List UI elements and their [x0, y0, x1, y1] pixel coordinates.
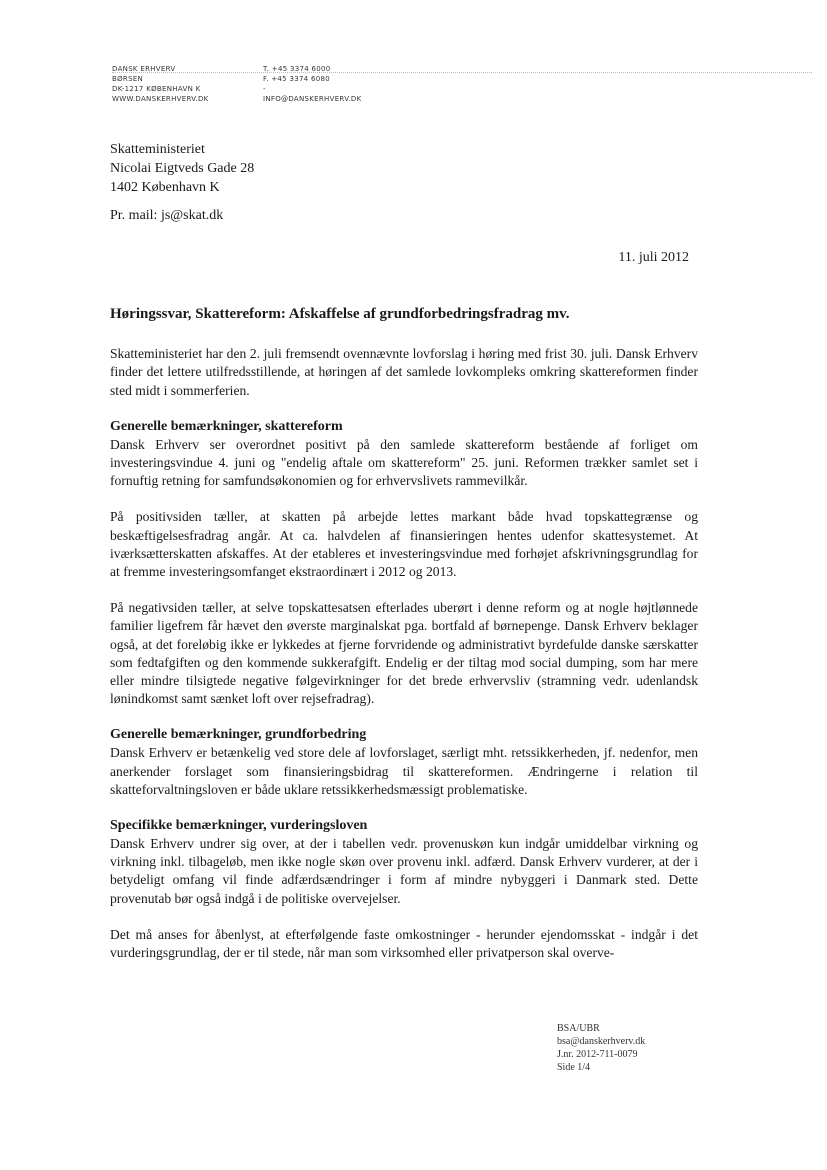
letter-subject: Høringssvar, Skattereform: Afskaffelse af grundforbedringsfradrag mv. — [110, 306, 570, 322]
letterhead-org: DANSK ERHVERV — [112, 65, 176, 73]
paragraph-grundforbedring-1: Dansk Erhverv er betænkelig ved store dele af lovforslaget, særligt mht. retssikkerheden, jf. nedenfor, men anerkender forslaget som finansieringsbidrag til skattereformen. Ændringerne i relation til skatteforvaltningsloven er både uklare retssikkerhedsmæssigt problematiske. — [110, 745, 698, 797]
letterhead-phone: T. +45 3374 6000 — [263, 65, 331, 73]
footer-initials: BSA/UBR — [557, 1023, 600, 1034]
letterhead-fax: F. +45 3374 6080 — [263, 75, 331, 83]
letterhead-contact — [263, 64, 362, 104]
paragraph-skattereform-2: På positivsiden tæller, at skatten på arbejde lettes markant både hvad topskattegrænse og beskæftigelsesfradrag angår. At ca. halvdelen af finansieringen hentes udenfor skattesystemet. At iværksætterskatten afskaffes. At der etableres et investeringsvindue med forhøjet afskrivningsgrundlag for at fremme investeringsomfanget ekstraordinært i 2012 og 2013. — [110, 509, 698, 580]
intro-paragraph: Skatteministeriet har den 2. juli fremsendt ovennævnte lovforslag i høring med frist 30. juli. Dansk Erhverv finder det lettere utilfredsstillende, at høringen af det samlede lovkompleks omkring skattereformen finder sted midt i sommerferien. — [110, 346, 698, 398]
footer-email: bsa@danskerhverv.dk — [557, 1036, 646, 1047]
letterhead-divider — [112, 72, 812, 73]
section-heading-grundforbedring: Generelle bemærkninger, grundforbedring — [110, 727, 367, 743]
letterhead-email: INFO@DANSKERHVERV.DK — [263, 95, 362, 103]
letterhead-city: DK-1217 KØBENHAVN K — [112, 85, 201, 93]
section-heading-vurderingsloven: Specifikke bemærkninger, vurderingsloven — [110, 818, 368, 834]
letterhead-dash: - — [263, 85, 266, 93]
footer-page-number: Side 1/4 — [557, 1062, 591, 1073]
recipient-name: Skatteministeriet — [110, 142, 205, 157]
footer-journal-number: J.nr. 2012-711-0079 — [557, 1049, 638, 1060]
paragraph-skattereform-3: På negativsiden tæller, at selve topskattesatsen efterlades uberørt i denne reform og at nogle højtlønnede familier ligefrem får hævet den øverste marginalskat pga. bortfald af børnepenge. Dansk Erhverv beklager også, at det foreløbig ikke er lykkedes at fjerne forvridende og administrativt byrdefulde danske særskatter som fedtafgiften og den kommende sukkerafgift. Endelig er der tiltag mod social dumping, som har mere eller mindre tilsigtede negative følgevirkninger for det brede erhvervsliv (stramning vedr. udenlandsk lønindkomst samt sænket loft over rejsefradrag). — [110, 600, 698, 707]
paragraph-vurderingsloven-2: Det må anses for åbenlyst, at efterfølgende faste omkostninger - herunder ejendomsskat - indgår i det vurderingsgrundlag, der er til stede, når man som virksomhed eller privatperson skal overve- — [110, 926, 698, 961]
letterhead-website: WWW.DANSKERHVERV.DK — [112, 95, 209, 103]
footer-reference — [557, 1022, 645, 1074]
letterhead-address — [112, 64, 209, 104]
paragraph-skattereform-1: Dansk Erhverv ser overordnet positivt på den samlede skattereform bestående af forliget om investeringsvindue 4. juni og "endelig aftale om skattereform" 25. juni. Reformen trækker samlet set i fornuftig retning for samfundsøkonomien og for erhvervslivets rammevilkår. — [110, 436, 698, 489]
section-heading-skattereform: Generelle bemærkninger, skattereform — [110, 418, 343, 434]
letter-body — [110, 305, 698, 980]
recipient-city: 1402 København K — [110, 180, 220, 195]
recipient-street: Nicolai Eigtveds Gade 28 — [110, 161, 255, 176]
recipient-mail: Pr. mail: js@skat.dk — [110, 208, 224, 223]
paragraph-vurderingsloven-1: Dansk Erhverv undrer sig over, at der i tabellen vedr. provenuskøn kun indgår umiddelbar virkning og virkning inkl. tilbageløb, men ikke nogle skøn over provenu inkl. adfærd. Dansk Erhverv vurderer, at der i betydeligt omfang vil finde adfærdsændringer i form af mindre nybyggeri i Danmark sted. Dette provenutab bør også indgå i de politiske overvejelser. — [110, 836, 698, 906]
letter-date: 11. juli 2012 — [618, 250, 689, 265]
recipient-address — [110, 140, 254, 197]
letterhead-building: BØRSEN — [112, 75, 144, 83]
